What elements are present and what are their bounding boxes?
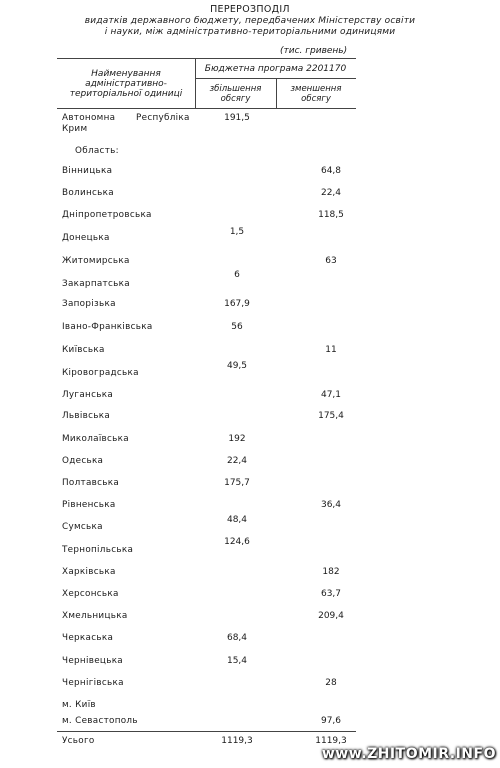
row-name: Луганська <box>62 390 114 400</box>
row-decrease: 209,4 <box>318 611 344 621</box>
row-decrease: 64,8 <box>320 166 342 176</box>
row-increase: 49,5 <box>226 361 248 371</box>
row-decrease: 97,6 <box>320 716 342 726</box>
row-increase: 68,4 <box>226 633 248 643</box>
row-name: Сумська <box>62 522 103 532</box>
row-name: Хмельницька <box>62 611 128 621</box>
row-name: Вінницька <box>62 166 113 176</box>
row-decrease: 36,4 <box>320 500 342 510</box>
row-name: Полтавська <box>62 478 120 488</box>
total-decrease: 1119,3 <box>315 736 347 746</box>
document-subtitle-line1: видатків державного бюджету, передбачених Міністерству освіти <box>84 16 416 26</box>
total-increase: 1119,3 <box>221 736 253 746</box>
row-increase: 6 <box>234 270 240 280</box>
row-decrease: 118,5 <box>318 210 344 220</box>
units-label: (тис. гривень) <box>280 46 348 56</box>
crimea-label-1: Автономна <box>62 113 116 123</box>
row-name: Тернопільська <box>62 545 134 555</box>
row-name: Чернігівська <box>62 678 124 688</box>
site-watermark: www.ZHITOMIR.INFO <box>321 746 496 762</box>
row-name: Закарпатська <box>62 279 130 289</box>
row-name: Дніпропетровська <box>62 210 152 220</box>
header-decrease: зменшення обсягу <box>290 84 342 104</box>
document-title: ПЕРЕРОЗПОДІЛ <box>210 4 290 15</box>
row-increase: 175,7 <box>224 478 250 488</box>
row-decrease: 63,7 <box>320 589 342 599</box>
row-increase: 22,4 <box>226 456 248 466</box>
row-increase: 1,5 <box>229 227 245 237</box>
document-subtitle-line2: і науки, між адміністративно-територіальними одиницями <box>104 27 396 37</box>
row-name: Харківська <box>62 567 116 577</box>
row-name: Черкаська <box>62 633 114 643</box>
oblast-label: Область: <box>75 146 119 156</box>
row-name: Чернівецька <box>62 656 123 666</box>
header-increase: збільшення обсягу <box>209 84 262 104</box>
row-name: Рівненська <box>62 500 116 510</box>
row-decrease: 182 <box>322 567 340 577</box>
row-name: Донецька <box>62 233 110 243</box>
row-name: Волинська <box>62 188 114 198</box>
table-top-border <box>57 58 356 59</box>
row-name: м. Київ <box>62 700 96 710</box>
row-name: Кіровоградська <box>62 368 139 378</box>
row-name: Івано-Франківська <box>62 322 153 332</box>
row-name: Львівська <box>62 411 111 421</box>
row-decrease: 47,1 <box>320 390 342 400</box>
row-name: Запорізька <box>62 299 116 309</box>
row-increase: 56 <box>231 322 243 332</box>
total-top-border <box>57 731 356 732</box>
crimea-label-2: Республіка <box>136 113 190 123</box>
row-name: Одеська <box>62 456 104 466</box>
row-increase: 192 <box>228 434 246 444</box>
header-bottom-border <box>57 108 356 109</box>
total-label: Усього <box>62 736 95 746</box>
header-program: Бюджетна програма 2201170 <box>204 64 347 74</box>
row-name: Миколаївська <box>62 434 129 444</box>
row-name: м. Севастополь <box>62 716 138 726</box>
row-decrease: 28 <box>325 678 337 688</box>
crimea-increase: 191,5 <box>224 113 250 123</box>
crimea-label-3: Крим <box>62 124 88 134</box>
row-decrease: 175,4 <box>318 411 344 421</box>
row-name: Київська <box>62 345 105 355</box>
row-decrease: 22,4 <box>320 188 342 198</box>
row-decrease: 11 <box>325 345 337 355</box>
row-decrease: 63 <box>325 256 337 266</box>
row-increase: 167,9 <box>224 299 250 309</box>
row-name: Херсонська <box>62 589 119 599</box>
header-name-col: Найменування адміністративно- територіальної одиниці <box>69 69 183 99</box>
row-name: Житомирська <box>62 256 130 266</box>
row-increase: 124,6 <box>224 537 250 547</box>
row-increase: 15,4 <box>226 656 248 666</box>
row-increase: 48,4 <box>226 515 248 525</box>
